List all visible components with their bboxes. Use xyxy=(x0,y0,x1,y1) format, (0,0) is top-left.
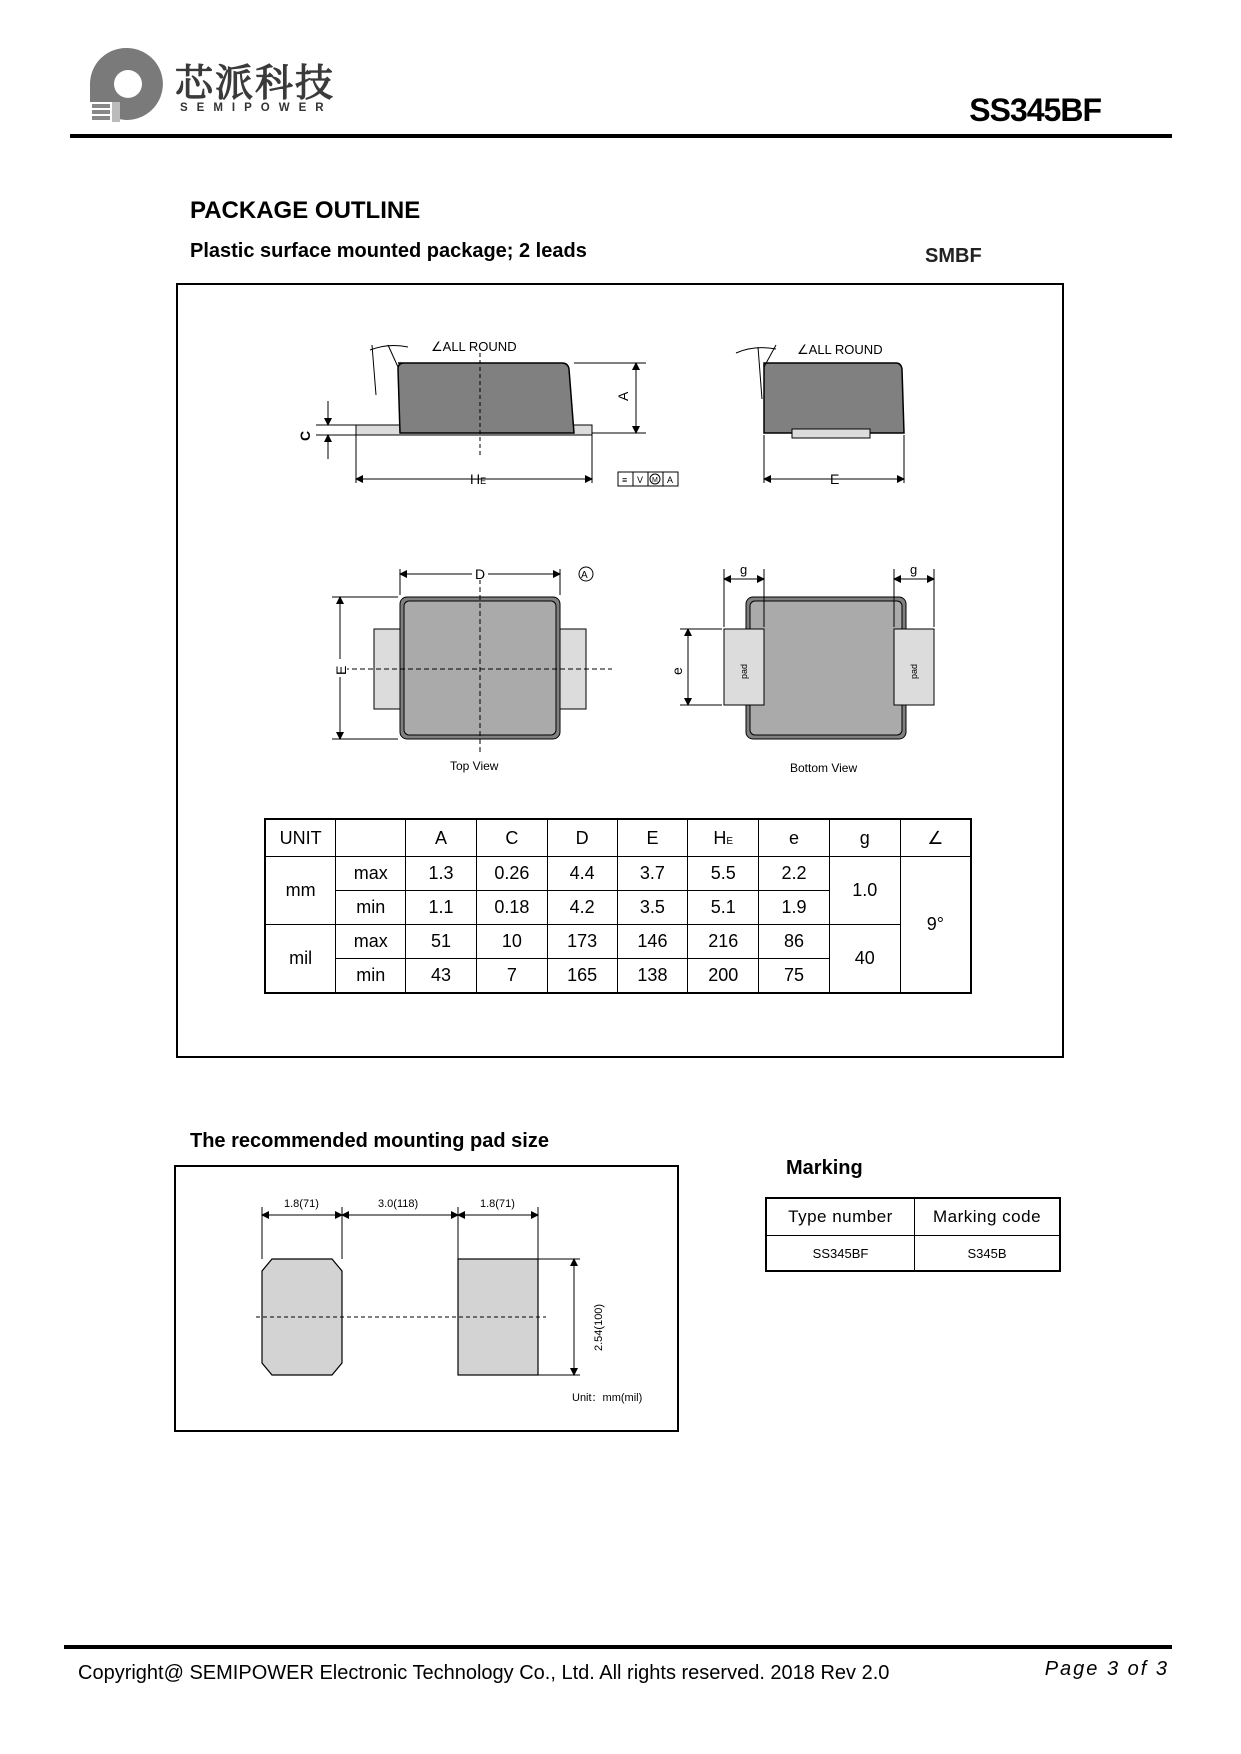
marking-table xyxy=(765,1197,1061,1272)
cell: 5.1 xyxy=(688,891,759,925)
pad-drawing xyxy=(176,1167,676,1429)
table-header-row xyxy=(766,1198,1060,1236)
angle-cell: 9° xyxy=(900,857,971,994)
cell: 173 xyxy=(547,925,617,959)
marking-title: Marking xyxy=(786,1157,863,1179)
logo-chinese-name: 芯派科技 xyxy=(175,61,336,105)
table-row xyxy=(265,925,971,959)
cell: 1.9 xyxy=(759,891,830,925)
dim-g-right-label: g xyxy=(910,562,918,577)
tolerance-frame xyxy=(618,472,678,486)
copyright-text: Copyright@ SEMIPOWER Electronic Technology Co., Ltd. All rights reserved. 2018 Rev 2.0 xyxy=(78,1662,890,1684)
header-a: A xyxy=(406,819,477,857)
header-unit: UNIT xyxy=(265,819,336,857)
pad-label-right: pad xyxy=(909,663,919,679)
bottom-view xyxy=(669,562,934,775)
section-title: PACKAGE OUTLINE xyxy=(190,197,421,224)
type-number-value: SS345BF xyxy=(766,1236,915,1272)
cell: 1.3 xyxy=(406,857,477,891)
dim-d-label: D xyxy=(475,566,486,582)
bottom-view-caption: Bottom View xyxy=(790,761,858,775)
package-name: SMBF xyxy=(925,245,982,267)
cell: 5.5 xyxy=(688,857,759,891)
side-view-he xyxy=(297,339,678,487)
unit-mm: mm xyxy=(265,857,336,925)
logo-english-name: SEMIPOWER xyxy=(180,102,333,114)
top-view xyxy=(332,566,612,773)
page-number: Page 3 of 3 xyxy=(1044,1658,1169,1680)
dimensions-table xyxy=(264,818,972,994)
pad-dim-1: 1.8(71) xyxy=(284,1198,319,1210)
row-type: max xyxy=(336,925,406,959)
dim-g-left-label: g xyxy=(740,562,748,577)
cell: 4.2 xyxy=(547,891,617,925)
cell: 1.1 xyxy=(406,891,477,925)
datum-a-label: A xyxy=(581,570,588,581)
dim-e-top-label: E xyxy=(333,665,349,675)
pad-section-title: The recommended mounting pad size xyxy=(190,1130,549,1152)
cell: 2.2 xyxy=(759,857,830,891)
cell: 75 xyxy=(759,959,830,994)
g-mm-cell: 1.0 xyxy=(829,857,900,925)
unit-mil: mil xyxy=(265,925,336,994)
pad-label-left: pad xyxy=(739,663,749,679)
header-e-small: e xyxy=(759,819,830,857)
cell: 0.18 xyxy=(476,891,547,925)
section-subtitle: Plastic surface mounted package; 2 leads xyxy=(190,240,587,262)
footer-rule xyxy=(64,1645,1172,1649)
all-round-angle-label-2: ∠ALL ROUND xyxy=(797,342,883,357)
header-e: E xyxy=(617,819,688,857)
all-round-angle-label-1: ∠ALL ROUND xyxy=(431,339,517,354)
dim-c-label: C xyxy=(297,430,313,441)
header-blank xyxy=(336,819,406,857)
marking-code-value: S345B xyxy=(915,1236,1061,1272)
cell: 0.26 xyxy=(476,857,547,891)
header-marking-code: Marking code xyxy=(915,1198,1061,1236)
cell: 146 xyxy=(617,925,688,959)
logo-mark-icon xyxy=(88,46,164,122)
svg-text:V: V xyxy=(637,475,644,485)
row-type: max xyxy=(336,857,406,891)
dim-a-label: A xyxy=(615,391,631,401)
cell: 7 xyxy=(476,959,547,994)
header-he: HE xyxy=(688,819,759,857)
company-logo xyxy=(88,46,164,122)
cell: 4.4 xyxy=(547,857,617,891)
cell: 3.7 xyxy=(617,857,688,891)
cell: 86 xyxy=(759,925,830,959)
pad-dim-2: 3.0(118) xyxy=(378,1198,419,1210)
row-type: min xyxy=(336,891,406,925)
side-view-e xyxy=(736,342,904,487)
header-angle: ∠ xyxy=(900,819,971,857)
cell: 10 xyxy=(476,925,547,959)
cell: 200 xyxy=(688,959,759,994)
dim-e-label: E xyxy=(830,471,840,487)
table-header-row xyxy=(265,819,971,857)
svg-text:M: M xyxy=(652,477,658,484)
top-view-caption: Top View xyxy=(450,759,499,773)
part-number: SS345BF xyxy=(969,92,1101,128)
cell: 138 xyxy=(617,959,688,994)
package-outline-drawing xyxy=(176,283,1064,843)
dim-e-small-label: e xyxy=(669,667,685,675)
header-rule xyxy=(70,134,1172,138)
cell: 216 xyxy=(688,925,759,959)
row-type: min xyxy=(336,959,406,994)
svg-text:≡: ≡ xyxy=(622,475,628,485)
cell: 43 xyxy=(406,959,477,994)
g-mil-cell: 40 xyxy=(829,925,900,994)
header-g: g xyxy=(829,819,900,857)
cell: 3.5 xyxy=(617,891,688,925)
dim-he-label: HE xyxy=(470,471,487,487)
cell: 51 xyxy=(406,925,477,959)
svg-text:A: A xyxy=(667,475,674,485)
pad-height-dim: 2.54(100) xyxy=(593,1303,605,1351)
pad-dim-3: 1.8(71) xyxy=(480,1198,515,1210)
header-c: C xyxy=(476,819,547,857)
cell: 165 xyxy=(547,959,617,994)
header-type-number: Type number xyxy=(766,1198,915,1236)
table-row xyxy=(766,1236,1060,1272)
header-d: D xyxy=(547,819,617,857)
pad-unit-note: Unit：mm(mil) xyxy=(572,1392,643,1404)
table-row xyxy=(265,857,971,891)
